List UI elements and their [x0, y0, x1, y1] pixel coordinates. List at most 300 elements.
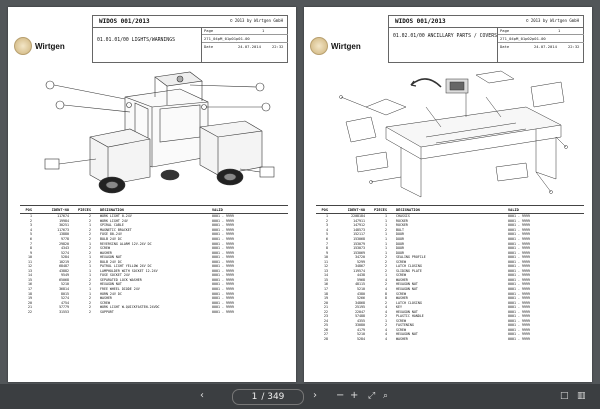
- brand-label: Wirtgen: [35, 41, 65, 51]
- col-pieces: PIECES: [78, 207, 91, 212]
- table-cell: 0001 - 9999: [508, 305, 530, 310]
- table-cell: 4: [385, 309, 387, 314]
- table-cell: 1: [89, 264, 91, 269]
- table-cell: 153068: [353, 237, 365, 241]
- table-cell: SPIRAL CABLE: [100, 223, 124, 228]
- table-cell: 0001 - 9999: [508, 255, 530, 260]
- table-cell: 14: [28, 273, 32, 278]
- table-cell: 16: [324, 282, 328, 287]
- table-cell: 8: [385, 296, 387, 301]
- zoom-in-button[interactable]: +: [350, 390, 359, 401]
- table-cell: 2: [385, 282, 387, 287]
- col-pos: POS: [321, 207, 328, 212]
- date-value: 24.07.2014: [238, 44, 261, 49]
- table-cell: WORK LIGHT 24V: [100, 218, 128, 223]
- col-ident: IDENT-NO: [347, 207, 365, 212]
- table-cell: 9: [326, 250, 328, 255]
- table-cell: 21: [28, 305, 32, 310]
- table-cell: 6: [326, 237, 328, 241]
- table-cell: 33080: [355, 323, 365, 328]
- table-cell: 2: [89, 309, 91, 314]
- table-cell: 2: [385, 255, 387, 260]
- table-cell: SCREW: [396, 327, 406, 332]
- table-cell: 0001 - 9999: [212, 309, 234, 314]
- table-cell: 4: [326, 227, 328, 232]
- wirtgen-logo: [14, 37, 65, 55]
- table-header: [316, 206, 584, 214]
- table-cell: 4: [385, 332, 387, 337]
- table-cell: LATCH CLOSING: [396, 300, 422, 305]
- table-cell: 0001 - 9999: [212, 268, 234, 273]
- table-cell: MAGNETIC BRACKET: [100, 227, 132, 232]
- table-cell: 21: [324, 305, 328, 310]
- table-cell: 2: [89, 246, 91, 251]
- table-cell: 0001 - 9999: [212, 291, 234, 296]
- doc-title: WIDOS 001/2013: [395, 18, 446, 25]
- table-cell: 0001 - 9999: [212, 273, 234, 278]
- table-cell: 6: [30, 237, 32, 241]
- table-cell: 0001 - 9999: [212, 255, 234, 260]
- table-cell: 5284: [357, 337, 365, 342]
- table-cell: 5210: [357, 287, 365, 292]
- table-cell: 152117: [353, 232, 365, 237]
- table-cell: 0001 - 9999: [212, 282, 234, 287]
- table-cell: SUPPORT: [100, 309, 114, 314]
- machine-lights-drawing: [30, 67, 282, 202]
- table-cell: 1: [385, 250, 387, 255]
- table-cell: 0001 - 9999: [508, 250, 530, 255]
- table-cell: 0001 - 9999: [212, 223, 234, 228]
- meta-box: [497, 27, 584, 63]
- table-cell: 34720: [355, 255, 365, 260]
- page-total: / 349: [261, 392, 285, 402]
- table-cell: KEY: [396, 305, 402, 310]
- table-cell: 1: [326, 214, 328, 219]
- table-cell: 5299: [357, 259, 365, 264]
- table-cell: 0001 - 9999: [212, 277, 234, 282]
- table-cell: 2: [89, 282, 91, 287]
- table-cell: 0001 - 9999: [212, 232, 234, 237]
- table-cell: LAMPHOLDER WITH SOCKET 12-24V: [100, 268, 158, 273]
- table-cell: 0001 - 9999: [508, 323, 530, 328]
- table-cell: 25195: [355, 305, 365, 310]
- table-cell: 11: [324, 259, 328, 264]
- parts-table: [20, 205, 288, 314]
- table-cell: 4: [385, 327, 387, 332]
- table-cell: 9: [30, 250, 32, 255]
- seal-icon: [14, 37, 32, 55]
- table-cell: 0001 - 9999: [508, 223, 530, 228]
- chassis-exploded-drawing: [326, 67, 578, 202]
- table-cell: BOLT: [396, 227, 404, 232]
- table-cell: ROCKER: [396, 218, 408, 223]
- table-cell: 2: [385, 268, 387, 273]
- table-cell: 2: [89, 237, 91, 241]
- table-cell: 2208184: [351, 214, 365, 219]
- table-cell: 18: [324, 291, 328, 296]
- table-cell: 2: [89, 305, 91, 310]
- table-cell: REVERSING ALARM 12V-24V DC: [100, 241, 152, 246]
- col-designation: DESIGNATION: [396, 207, 420, 212]
- table-cell: 2: [385, 259, 387, 264]
- table-cell: 1: [385, 241, 387, 246]
- table-cell: 117673: [57, 227, 69, 232]
- prev-page-icon[interactable]: ‹: [200, 390, 204, 401]
- table-cell: 2: [326, 218, 328, 223]
- table-cell: 2: [30, 218, 32, 223]
- table-cell: BULB 24V DC: [100, 259, 122, 264]
- doc-id: 271_04pM_01p02p01-00: [500, 36, 546, 41]
- table-cell: DOOR: [396, 241, 404, 246]
- table-cell: 0001 - 9999: [508, 232, 530, 237]
- table-cell: 10: [28, 255, 32, 260]
- table-cell: 57488: [355, 314, 365, 319]
- table-cell: 0001 - 9999: [508, 241, 530, 246]
- table-cell: 2: [89, 250, 91, 255]
- section-title: 01.02.01/00 ANCILLARY PARTS / COVERS: [393, 34, 497, 39]
- pdf-toolbar: [0, 384, 600, 409]
- table-cell: 0001 - 9999: [212, 300, 234, 305]
- table-cell: CHASSIS: [396, 214, 410, 219]
- table-cell: 13880: [59, 232, 69, 237]
- table-cell: 2: [385, 314, 387, 319]
- table-cell: 0001 - 9999: [508, 287, 530, 292]
- table-cell: 0001 - 9999: [508, 337, 530, 342]
- date-label: Date: [500, 44, 510, 49]
- table-cell: 5210: [61, 282, 69, 287]
- table-header: [20, 206, 288, 214]
- table-cell: SLIDING PLATE: [396, 268, 422, 273]
- table-cell: 119574: [353, 268, 365, 273]
- table-cell: 1: [89, 241, 91, 246]
- table-cell: 30251: [59, 223, 69, 228]
- table-cell: 0001 - 9999: [508, 227, 530, 232]
- table-cell: 65068: [59, 277, 69, 282]
- table-cell: 8: [385, 291, 387, 296]
- table-cell: 48115: [355, 282, 365, 287]
- table-cell: 10: [324, 255, 328, 260]
- table-cell: 24: [324, 318, 328, 323]
- table-cell: 12: [28, 264, 32, 269]
- table-cell: 5274: [61, 250, 69, 255]
- table-cell: 15: [324, 277, 328, 282]
- table-cell: 0001 - 9999: [508, 259, 530, 264]
- table-cell: 0001 - 9999: [212, 214, 234, 219]
- table-cell: HORN 24V DC: [100, 291, 122, 296]
- table-cell: SCREW: [100, 300, 110, 305]
- table-cell: SCREW: [100, 246, 110, 251]
- table-cell: 0001 - 9999: [212, 264, 234, 269]
- table-cell: 4754: [61, 300, 69, 305]
- table-cell: 1: [385, 318, 387, 323]
- table-cell: 0001 - 9999: [508, 314, 530, 319]
- table-cell: 0001 - 9999: [508, 309, 530, 314]
- table-cell: DOOR: [396, 250, 404, 255]
- table-cell: 148573: [353, 227, 365, 232]
- table-cell: SEPARATED LOCK WASHER: [100, 277, 142, 282]
- table-cell: 36814: [59, 287, 69, 292]
- table-cell: ROCKER: [396, 223, 408, 228]
- table-cell: 19984: [59, 218, 69, 223]
- table-cell: 12: [324, 264, 328, 269]
- fit-page-icon[interactable]: ⤢: [368, 391, 376, 401]
- table-cell: 3: [30, 223, 32, 228]
- table-cell: 10219: [59, 259, 69, 264]
- table-cell: SCREW: [396, 318, 406, 323]
- table-cell: 2: [89, 232, 91, 237]
- table-cell: 1: [89, 291, 91, 296]
- table-cell: 3: [326, 223, 328, 228]
- table-cell: 4: [385, 337, 387, 342]
- table-cell: 34868: [355, 300, 365, 305]
- table-cell: 1: [385, 237, 387, 241]
- table-cell: PATROL LIGHT YELLOW 24V DC: [100, 264, 152, 269]
- table-cell: 0001 - 9999: [508, 218, 530, 223]
- table-cell: 2: [89, 214, 91, 219]
- two-page-view-icon[interactable]: ▥: [577, 391, 586, 401]
- table-cell: 1: [385, 218, 387, 223]
- single-page-view-icon[interactable]: □: [560, 391, 569, 401]
- page-current[interactable]: 1: [251, 392, 258, 402]
- table-cell: 0001 - 9999: [212, 250, 234, 255]
- table-cell: SCREW: [396, 291, 406, 296]
- table-cell: 2: [89, 300, 91, 305]
- table-cell: 0001 - 9999: [508, 300, 530, 305]
- table-cell: 0001 - 9999: [212, 305, 234, 310]
- table-cell: 1: [385, 214, 387, 219]
- table-cell: 1: [385, 232, 387, 237]
- next-page-icon[interactable]: ›: [313, 390, 317, 401]
- table-cell: 147911: [353, 218, 365, 223]
- table-cell: 19: [324, 296, 328, 301]
- table-cell: 0001 - 9999: [508, 214, 530, 219]
- seal-icon: [310, 37, 328, 55]
- table-cell: 0001 - 9999: [212, 259, 234, 264]
- date-label: Date: [204, 44, 214, 49]
- table-cell: 1: [89, 223, 91, 228]
- table-cell: 5210: [357, 332, 365, 337]
- table-cell: 0001 - 9999: [508, 264, 530, 269]
- table-cell: 0001 - 9999: [508, 268, 530, 273]
- table-cell: 117674: [57, 214, 69, 219]
- table-cell: HEXAGON NUT: [396, 332, 418, 337]
- table-cell: 0001 - 9999: [508, 332, 530, 337]
- table-cell: 153073: [353, 246, 365, 251]
- table-cell: 0001 - 9999: [212, 237, 234, 241]
- table-cell: 2: [385, 264, 387, 269]
- table-cell: 1: [385, 246, 387, 251]
- table-cell: 4: [30, 227, 32, 232]
- header-box: [92, 15, 288, 63]
- copyright: © 2013 by Wirtgen GmbH: [230, 18, 283, 23]
- table-cell: 8: [326, 246, 328, 251]
- table-cell: 2: [89, 259, 91, 264]
- table-cell: 0001 - 9999: [212, 218, 234, 223]
- page-label: Page: [204, 28, 214, 33]
- table-cell: 2: [385, 323, 387, 328]
- col-designation: DESIGNATION: [100, 207, 124, 212]
- table-cell: FUSE 80-24V: [100, 232, 122, 237]
- table-cell: 5968: [357, 277, 365, 282]
- page-indicator[interactable]: [232, 389, 304, 405]
- table-cell: 0001 - 9999: [212, 227, 234, 232]
- table-cell: 5284: [61, 255, 69, 260]
- table-cell: 8: [30, 246, 32, 251]
- table-cell: DOOR: [396, 246, 404, 251]
- table-cell: 0001 - 9999: [508, 291, 530, 296]
- table-row: [20, 309, 288, 314]
- table-cell: LATCH CLOSING: [396, 264, 422, 269]
- table-cell: 9778: [61, 237, 69, 241]
- table-cell: 31553: [59, 309, 69, 314]
- table-cell: 13: [28, 268, 32, 273]
- table-cell: 8015: [61, 291, 69, 296]
- table-cell: 19: [28, 296, 32, 301]
- table-cell: 2: [89, 227, 91, 232]
- table-cell: 0001 - 9999: [212, 287, 234, 292]
- doc-id: 271_04pM_01p01p01-00: [204, 36, 250, 41]
- brand-label: Wirtgen: [331, 41, 361, 51]
- col-pieces: PIECES: [374, 207, 387, 212]
- table-cell: 5274: [61, 296, 69, 301]
- table-cell: PLASTIC HANDLE: [396, 314, 424, 319]
- table-cell: 153079: [353, 241, 365, 246]
- table-cell: 57779: [59, 305, 69, 310]
- table-cell: 9549: [61, 273, 69, 278]
- table-cell: 68487: [59, 264, 69, 269]
- table-cell: WORK LIGHT W.QUICKFASTEN.24VDC: [100, 305, 160, 310]
- table-cell: 1: [89, 268, 91, 273]
- table-cell: WORK LIGHT 0-24V: [100, 214, 132, 219]
- copyright: © 2013 by Wirtgen GmbH: [526, 18, 579, 23]
- table-cell: WASHER: [396, 337, 408, 342]
- table-cell: WASHER: [100, 250, 112, 255]
- table-cell: WASHER: [396, 277, 408, 282]
- table-cell: 0001 - 9999: [212, 241, 234, 246]
- zoom-out-button[interactable]: −: [336, 390, 345, 401]
- table-cell: 15: [28, 277, 32, 282]
- table-cell: 43882: [59, 268, 69, 273]
- table-cell: HEXAGON NUT: [100, 255, 122, 260]
- table-cell: 18: [28, 291, 32, 296]
- table-cell: FASTENING: [396, 323, 414, 328]
- table-cell: 20: [324, 300, 328, 305]
- table-cell: 20: [28, 300, 32, 305]
- col-pos: POS: [25, 207, 32, 212]
- table-cell: 17: [324, 287, 328, 292]
- table-cell: BULB 24V DC: [100, 237, 122, 241]
- table-cell: 0001 - 9999: [212, 246, 234, 251]
- table-cell: 4179: [357, 327, 365, 332]
- table-cell: 4438: [357, 273, 365, 278]
- table-cell: FREE WHEEL DIODE 24V: [100, 287, 140, 292]
- table-cell: HEXAGON NUT: [396, 282, 418, 287]
- table-cell: 4: [385, 287, 387, 292]
- table-cell: 2: [89, 218, 91, 223]
- table-cell: 27: [324, 332, 328, 337]
- table-cell: 5: [30, 232, 32, 237]
- table-cell: 4355: [357, 318, 365, 323]
- section-title: 01.01.01/00 LIGHTS/WARNINGS: [97, 38, 175, 43]
- table-cell: 1: [89, 273, 91, 278]
- table-cell: 28: [324, 337, 328, 342]
- table-cell: 25: [324, 323, 328, 328]
- table-cell: 153069: [353, 250, 365, 255]
- table-cell: 29820: [59, 241, 69, 246]
- document-page-1: [8, 7, 296, 382]
- table-cell: 0001 - 9999: [508, 318, 530, 323]
- table-cell: 1: [89, 255, 91, 260]
- table-cell: 7: [326, 241, 328, 246]
- table-cell: 0001 - 9999: [508, 296, 530, 301]
- page-number: 1: [558, 28, 561, 33]
- doc-title: WIDOS 001/2013: [99, 18, 150, 25]
- time-value: 22:32: [568, 44, 580, 49]
- table-cell: 14: [324, 273, 328, 278]
- table-cell: 34867: [355, 264, 365, 269]
- date-value: 24.07.2014: [534, 44, 557, 49]
- table-cell: 16: [28, 282, 32, 287]
- table-cell: SCREW: [396, 259, 406, 264]
- table-cell: SCREW: [396, 273, 406, 278]
- table-cell: WASHER: [100, 296, 112, 301]
- page-label: Page: [500, 28, 510, 33]
- table-cell: SEALING PROFILE: [396, 255, 426, 260]
- table-cell: 1: [385, 273, 387, 278]
- table-cell: 4: [385, 277, 387, 282]
- header-box: [388, 15, 584, 63]
- table-cell: 22: [28, 309, 32, 314]
- table-cell: 1: [30, 214, 32, 219]
- table-cell: 23: [324, 314, 328, 319]
- table-cell: 0001 - 9999: [508, 327, 530, 332]
- table-cell: 17: [28, 287, 32, 292]
- table-cell: 147912: [353, 223, 365, 228]
- col-valid: VALID: [212, 207, 223, 212]
- table-cell: 7: [30, 241, 32, 246]
- table-cell: 0001 - 9999: [508, 273, 530, 278]
- table-cell: HEXAGON NUT: [396, 309, 418, 314]
- table-cell: 2: [385, 227, 387, 232]
- table-cell: 1: [385, 223, 387, 228]
- table-cell: 2: [385, 300, 387, 305]
- table-cell: 5: [326, 232, 328, 237]
- page-number: 1: [262, 28, 265, 33]
- col-ident: IDENT-NO: [51, 207, 69, 212]
- table-cell: DOOR: [396, 232, 404, 237]
- table-cell: WASHER: [396, 296, 408, 301]
- table-cell: DOOR: [396, 237, 404, 241]
- table-cell: 4: [385, 305, 387, 310]
- table-cell: 0001 - 9999: [508, 237, 530, 241]
- table-cell: 0001 - 9999: [508, 277, 530, 282]
- table-cell: 0001 - 9999: [212, 296, 234, 301]
- table-cell: 13: [324, 268, 328, 273]
- table-cell: 4343: [61, 246, 69, 251]
- table-cell: 26: [324, 327, 328, 332]
- table-cell: 5266: [357, 296, 365, 301]
- table-cell: 4380: [357, 291, 365, 296]
- table-cell: HEXAGON NUT: [100, 282, 122, 287]
- table-cell: 2: [89, 277, 91, 282]
- table-cell: 1: [89, 287, 91, 292]
- table-row: [316, 337, 584, 342]
- search-icon[interactable]: ⌕: [383, 391, 389, 401]
- meta-box: [201, 27, 288, 63]
- table-cell: 2: [89, 296, 91, 301]
- table-cell: 0001 - 9999: [508, 246, 530, 251]
- table-cell: 0001 - 9999: [508, 282, 530, 287]
